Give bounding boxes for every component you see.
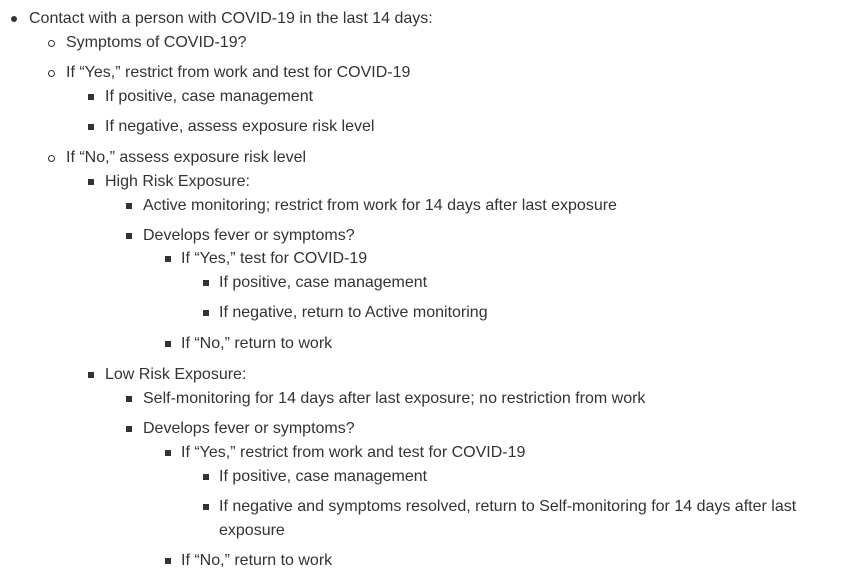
bullet-square-icon	[88, 372, 94, 378]
outline-item-high-risk: High Risk Exposure:	[105, 173, 250, 190]
outline-item-positive-3: If positive, case management	[219, 468, 428, 485]
outline-item-develops-fever-2: Develops fever or symptoms?	[143, 420, 355, 437]
outline-item-positive-2: If positive, case management	[219, 274, 428, 291]
outline-item-contact: Contact with a person with COVID-19 in the last 14 days:	[29, 10, 433, 27]
bullet-square-icon	[126, 426, 132, 432]
bullet-square-icon	[203, 280, 209, 286]
bullet-square-icon	[126, 396, 132, 402]
bullet-disc-icon	[11, 16, 17, 22]
outline-item-active-monitoring: Active monitoring; restrict from work for 14 days after last exposure	[143, 197, 617, 214]
bullet-circle-icon	[48, 40, 55, 47]
outline-item-low-risk: Low Risk Exposure:	[105, 366, 247, 383]
bullet-square-icon	[203, 474, 209, 480]
bullet-square-icon	[88, 179, 94, 185]
bullet-square-icon	[203, 504, 209, 510]
bullet-circle-icon	[48, 70, 55, 77]
bullet-square-icon	[88, 124, 94, 130]
outline-item-no-return-1: If “No,” return to work	[181, 335, 333, 352]
outline-item-negative-2: If negative, return to Active monitoring	[219, 304, 488, 321]
outline-item-negative-resolved: If negative and symptoms resolved, return to Self-monitoring for 14 days after last exposure	[219, 498, 797, 539]
bullet-square-icon	[165, 558, 171, 564]
bullet-circle-icon	[48, 155, 55, 162]
bullet-square-icon	[126, 203, 132, 209]
bullet-square-icon	[203, 310, 209, 316]
bullet-square-icon	[165, 450, 171, 456]
outline-item-yes-restrict: If “Yes,” restrict from work and test for COVID-19	[66, 64, 411, 81]
outline-item-self-monitoring: Self-monitoring for 14 days after last exposure; no restriction from work	[143, 390, 646, 407]
bullet-square-icon	[126, 233, 132, 239]
outline-item-yes-restrict-2: If “Yes,” restrict from work and test for COVID-19	[181, 444, 526, 461]
outline-item-negative-1: If negative, assess exposure risk level	[105, 118, 375, 135]
outline-item-positive-1: If positive, case management	[105, 88, 314, 105]
outline-item-no-return-2: If “No,” return to work	[181, 552, 333, 569]
bullet-square-icon	[88, 94, 94, 100]
bullet-square-icon	[165, 256, 171, 262]
outline-item-yes-test: If “Yes,” test for COVID-19	[181, 250, 368, 267]
outline-item-develops-fever-1: Develops fever or symptoms?	[143, 227, 355, 244]
outline-item-no-assess: If “No,” assess exposure risk level	[66, 149, 307, 166]
bullet-square-icon	[165, 341, 171, 347]
outline-item-symptoms: Symptoms of COVID-19?	[66, 34, 247, 51]
